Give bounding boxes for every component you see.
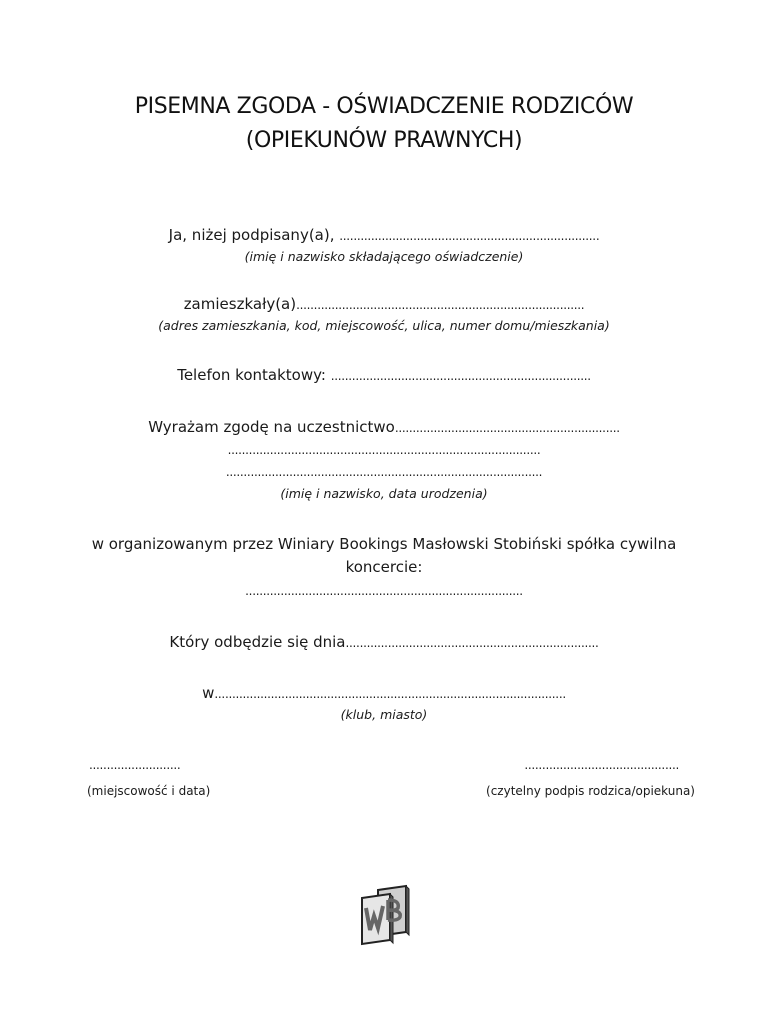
place-date-dots: .......................... [89,758,181,772]
address-label: zamieszkały(a) [183,295,297,313]
date-label: Który odbędzie się dnia [169,633,346,651]
date-line [0,633,768,651]
organizer-line-1: w organizowanym przez Winiary Bookings Masłowski Stobiński spółka cywilna [91,535,677,553]
consent-dots-3: .......................................................................................... [225,465,543,479]
consent-dots-2: ......................................................................................... [227,443,541,457]
declarant-line [0,226,768,244]
document-title-line-1: PISEMNA ZGODA - OŚWIADCZENIE RODZICÓW [134,94,634,119]
address-dots: .................................................................................. [296,298,585,312]
venue-dots: .................................................................................................... [214,687,566,701]
consent-line [0,418,768,436]
signature-label: (czytelny podpis rodzica/opiekuna) [486,784,695,798]
date-dots: ........................................................................ [345,636,599,650]
phone-line [0,366,768,384]
venue-line [0,684,768,702]
venue-hint: (klub, miasto) [340,707,428,722]
place-date-label: (miejscowość i data) [87,784,211,798]
address-hint: (adres zamieszkania, kod, miejscowość, ulica, numer domu/mieszkania) [158,318,610,333]
organizer-line-2: koncercie: [345,558,423,576]
phone-label: Telefon kontaktowy: [177,366,331,384]
declarant-dots: .......................................................................... [339,229,600,243]
consent-label: Wyrażam zgodę na uczestnictwo [148,418,395,436]
declarant-label: Ja, niżej podpisany(a), [168,226,340,244]
declarant-hint: (imię i nazwisko składającego oświadczenie) [244,249,524,264]
consent-dots-1: ................................................................ [394,421,620,435]
signature-dots: ............................................ [524,758,679,772]
address-line [0,295,768,313]
document-title-line-2: (OPIEKUNÓW PRAWNYCH) [245,128,523,153]
venue-label: w [202,684,215,702]
phone-dots: .......................................................................... [330,369,591,383]
organizer-dots: ............................................................................... [245,584,523,598]
wb-logo-icon [358,884,412,948]
consent-hint: (imię i nazwisko, data urodzenia) [280,486,488,501]
